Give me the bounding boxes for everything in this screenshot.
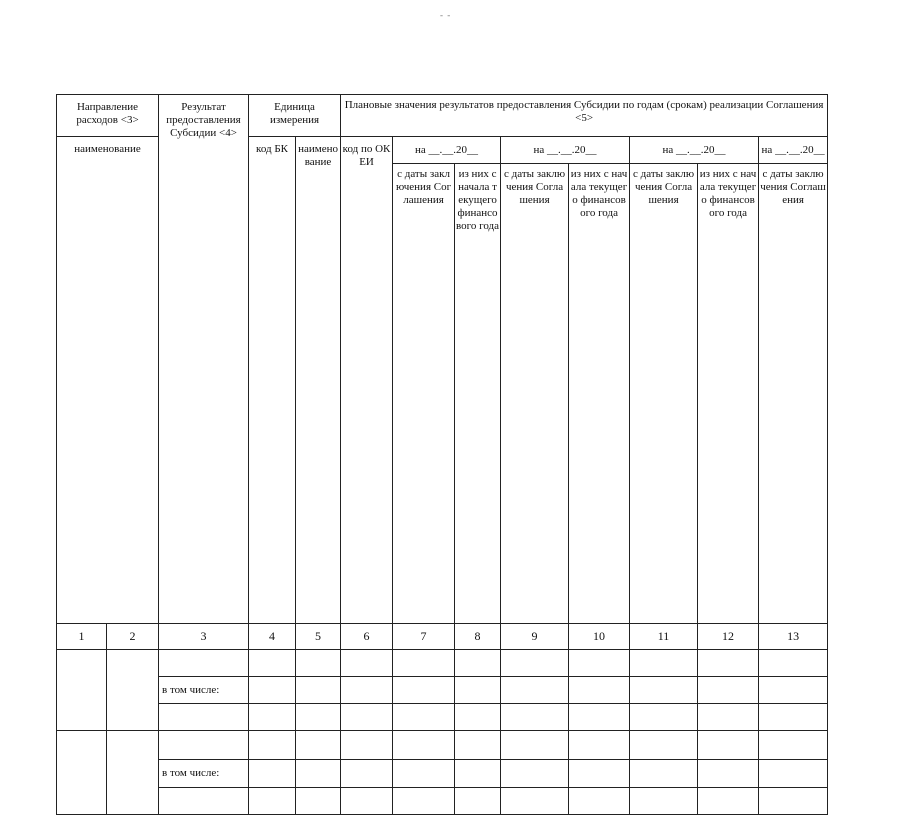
data-cell[interactable] [249,731,296,760]
data-cell[interactable] [249,788,296,815]
data-cell[interactable] [455,731,501,760]
data-cell[interactable] [296,677,341,704]
column-numbers-row [57,624,828,650]
column-number: 2 [107,624,159,650]
data-cell[interactable] [698,760,759,788]
header-from-agreement: с даты заключения Соглашения [759,164,828,624]
data-cell[interactable] [759,650,828,677]
data-cell[interactable] [630,704,698,731]
column-number: 3 [159,624,249,650]
data-cell[interactable] [759,760,828,788]
header-from-fy: из них с начала текущего финансового года [698,164,759,624]
data-cell[interactable] [249,650,296,677]
result-cell[interactable] [159,650,249,677]
header-period-4: на __.__.20__ [759,137,828,164]
data-cell[interactable] [341,788,393,815]
column-number: 4 [249,624,296,650]
data-cell[interactable] [630,731,698,760]
data-cell[interactable] [341,650,393,677]
data-cell[interactable] [455,650,501,677]
header-from-agreement: с даты заключения Соглашения [501,164,569,624]
data-cell[interactable] [759,731,828,760]
table-row [57,677,828,704]
data-cell[interactable] [393,677,455,704]
data-cell[interactable] [569,677,630,704]
data-cell[interactable] [569,731,630,760]
data-cell[interactable] [698,677,759,704]
page-mark: - - [440,10,452,20]
column-number: 7 [393,624,455,650]
data-cell[interactable] [501,760,569,788]
data-cell[interactable] [296,760,341,788]
table-row [57,650,828,677]
result-cell[interactable] [159,704,249,731]
data-cell[interactable] [501,788,569,815]
column-number: 13 [759,624,828,650]
data-cell[interactable] [501,704,569,731]
data-cell[interactable] [501,650,569,677]
direction-code-cell[interactable] [107,650,159,731]
header-from-agreement: с даты заключения Соглашения [630,164,698,624]
direction-code-cell[interactable] [107,731,159,815]
column-number: 12 [698,624,759,650]
header-direction-code: код БК [249,137,296,624]
data-cell[interactable] [393,650,455,677]
data-cell[interactable] [341,760,393,788]
header-plan: Плановые значения результатов предоставления Субсидии по годам (срокам) реализации Соглашения <5> [341,95,828,137]
data-cell[interactable] [759,704,828,731]
table-row [57,704,828,731]
column-number: 8 [455,624,501,650]
column-number: 9 [501,624,569,650]
including-label: в том числе: [159,677,249,704]
header-unit-code: код по ОКЕИ [341,137,393,624]
header-direction-name: наименование [57,137,159,624]
data-cell[interactable] [501,731,569,760]
column-number: 11 [630,624,698,650]
planned-results-table [56,94,828,815]
data-cell[interactable] [569,788,630,815]
header-from-fy: из них с начала текущего финансового года [569,164,630,624]
direction-name-cell[interactable] [57,731,107,815]
header-direction: Направление расходов <3> [57,95,159,137]
data-cell[interactable] [501,677,569,704]
data-cell[interactable] [569,760,630,788]
data-cell[interactable] [296,731,341,760]
column-number: 10 [569,624,630,650]
header-period-3: на __.__.20__ [630,137,759,164]
header-unit-name: наименование [296,137,341,624]
data-cell[interactable] [296,704,341,731]
data-cell[interactable] [630,788,698,815]
header-unit: Единица измерения [249,95,341,137]
result-cell[interactable] [159,788,249,815]
direction-name-cell[interactable] [57,650,107,731]
data-cell[interactable] [569,650,630,677]
result-cell[interactable] [159,731,249,760]
data-cell[interactable] [630,650,698,677]
header-result: Результат предоставления Субсидии <4> [159,95,249,624]
data-cell[interactable] [393,731,455,760]
including-label: в том числе: [159,760,249,788]
data-cell[interactable] [455,704,501,731]
data-cell[interactable] [341,731,393,760]
data-cell[interactable] [455,677,501,704]
table-row [57,760,828,788]
data-cell[interactable] [249,760,296,788]
data-cell[interactable] [630,677,698,704]
header-from-agreement: с даты заключения Соглашения [393,164,455,624]
data-cell[interactable] [630,760,698,788]
data-cell[interactable] [341,704,393,731]
data-cell[interactable] [698,704,759,731]
data-cell[interactable] [455,760,501,788]
data-cell[interactable] [393,760,455,788]
header-period-2: на __.__.20__ [501,137,630,164]
data-cell[interactable] [296,650,341,677]
data-cell[interactable] [393,788,455,815]
header-period-1: на __.__.20__ [393,137,501,164]
table-row [57,788,828,815]
header-from-fy: из них с начала текущего финансового года [455,164,501,624]
data-cell[interactable] [759,677,828,704]
data-cell[interactable] [341,677,393,704]
column-number: 1 [57,624,107,650]
column-number: 6 [341,624,393,650]
data-cell[interactable] [698,731,759,760]
data-cell[interactable] [455,788,501,815]
data-cell[interactable] [249,677,296,704]
table-row [57,731,828,760]
column-number: 5 [296,624,341,650]
data-cell[interactable] [296,788,341,815]
data-cell[interactable] [249,704,296,731]
data-cell[interactable] [759,788,828,815]
data-cell[interactable] [698,788,759,815]
data-cell[interactable] [569,704,630,731]
data-cell[interactable] [698,650,759,677]
data-cell[interactable] [393,704,455,731]
